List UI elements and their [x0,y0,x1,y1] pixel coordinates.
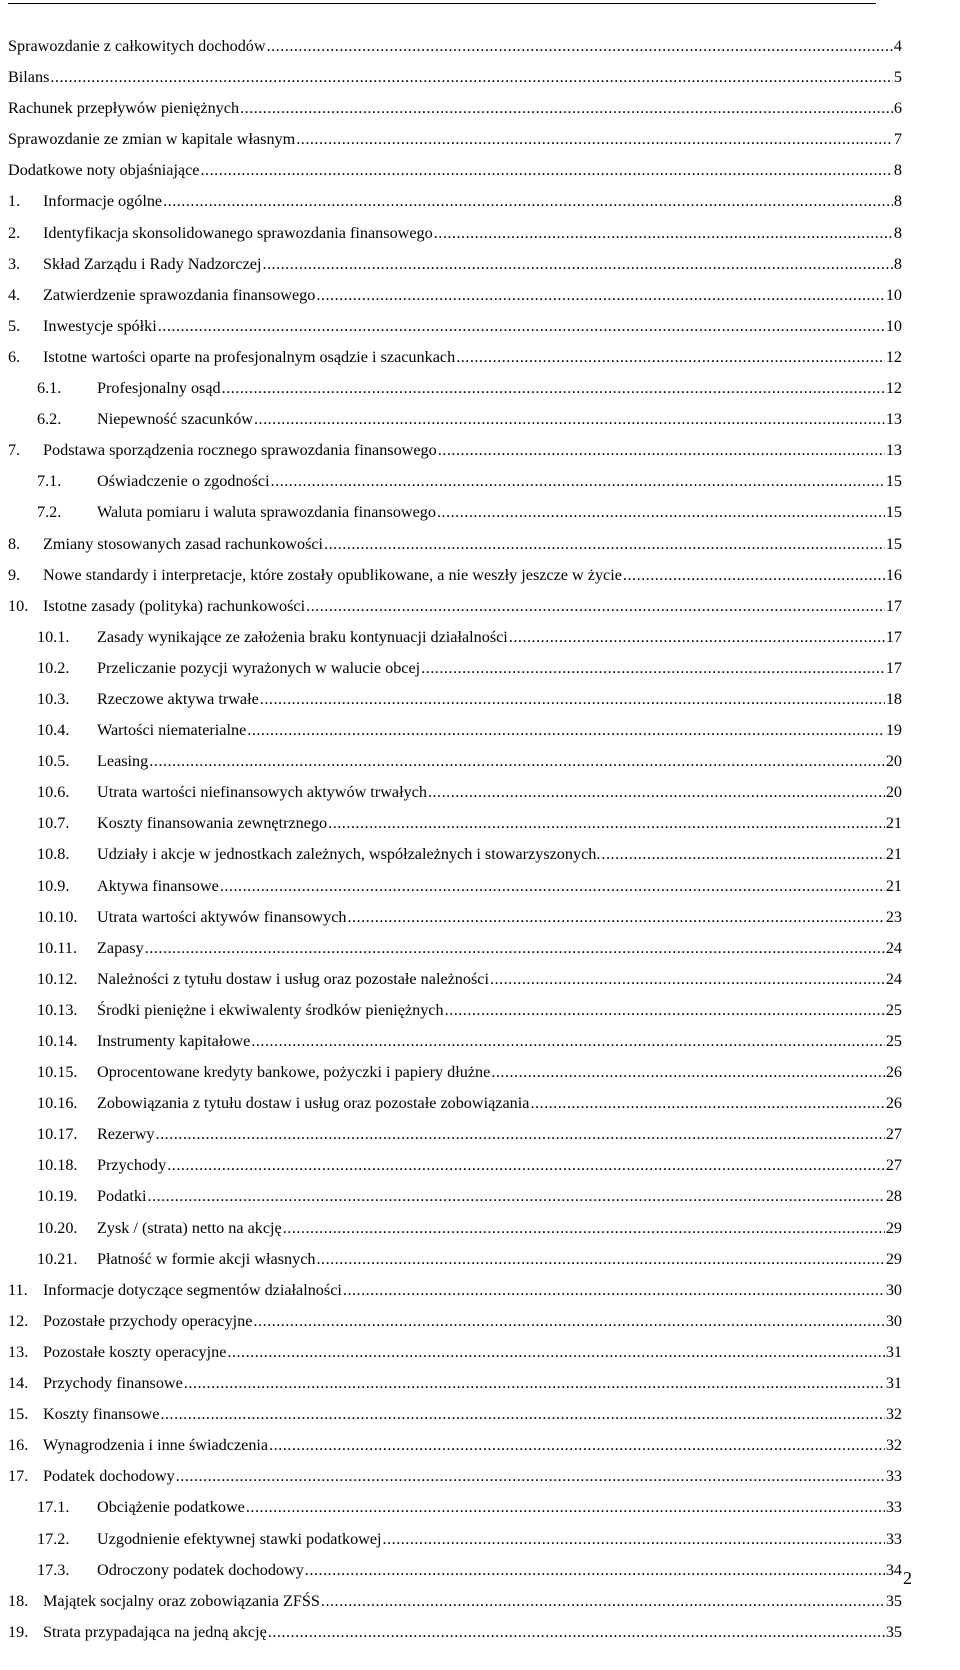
toc-dot-leader [260,684,885,715]
toc-entry-number: 10.17. [37,1125,78,1144]
toc-entry-number: 5. [8,316,21,335]
toc-entry-page: 32 [885,1405,902,1424]
toc-entry-page: 30 [885,1311,902,1330]
toc-dot-leader [253,1306,884,1337]
toc-entry-number: 18. [8,1591,29,1610]
toc-entry-title: Przychody [97,1156,167,1175]
toc-entry-title: Majątek socjalny oraz zobowiązania ZFŚS [43,1591,320,1610]
toc-dot-leader [306,591,885,622]
toc-entry[interactable] [8,124,902,155]
toc-entry-number: 17.2. [37,1529,70,1548]
toc-entry-number: 7. [8,441,21,460]
toc-entry[interactable] [8,1213,902,1244]
toc-entry[interactable] [8,1275,902,1306]
toc-entry-title: Profesjonalny osąd [97,379,221,398]
toc-entry-page: 20 [885,783,902,802]
toc-entry-page: 15 [885,534,902,553]
toc-entry[interactable] [8,1368,902,1399]
toc-entry-number: 10.9. [37,876,70,895]
toc-entry-number: 13. [8,1342,29,1361]
toc-entry-number: 1. [8,192,21,211]
toc-entry-page: 15 [885,503,902,522]
toc-entry-title: Rachunek przepływów pieniężnych [8,99,240,118]
toc-entry-title: Istotne wartości oparte na profesjonalnym osądzie i szacunkach [43,347,456,366]
toc-entry[interactable] [8,808,902,839]
toc-entry[interactable] [8,715,902,746]
toc-entry[interactable] [8,1337,902,1368]
toc-entry-number: 10.6. [37,783,70,802]
toc-entry-number: 6.2. [37,410,62,429]
toc-entry-title: Pozostałe koszty operacyjne [43,1342,227,1361]
toc-entry-page: 34 [885,1560,902,1579]
toc-entry-number: 10.12. [37,969,78,988]
toc-entry-title: Bilans [8,68,50,87]
toc-entry[interactable] [8,1088,902,1119]
toc-entry-title: Oprocentowane kredyty bankowe, pożyczki i papiery dłużne [97,1063,491,1082]
toc-entry-page: 20 [885,752,902,771]
toc-entry[interactable] [8,31,902,62]
toc-entry[interactable] [8,529,902,560]
toc-entry-number: 3. [8,254,21,273]
toc-entry-number: 6. [8,347,21,366]
toc-dot-leader [50,62,893,93]
toc-dot-leader [247,715,885,746]
toc-entry[interactable] [8,186,902,217]
toc-entry[interactable] [8,1430,902,1461]
toc-entry-page: 29 [885,1218,902,1237]
toc-entry-title: Zysk / (strata) netto na akcję [97,1218,282,1237]
toc-dot-leader [434,218,893,249]
toc-entry[interactable] [8,964,902,995]
toc-dot-leader [267,31,893,62]
toc-entry-title: Odroczony podatek dochodowy [97,1560,304,1579]
toc-dot-leader [201,155,893,186]
toc-entry-number: 10.10. [37,907,78,926]
toc-dot-leader [254,404,885,435]
toc-entry-page: 24 [885,938,902,957]
toc-entry-page: 21 [885,814,902,833]
toc-dot-leader [305,1555,885,1586]
toc-entry[interactable] [8,995,902,1026]
toc-entry-number: 19. [8,1622,29,1641]
toc-entry[interactable] [8,1119,902,1150]
toc-entry-title: Inwestycje spółki [43,316,157,335]
header-rule [8,3,876,4]
toc-entry-title: Skład Zarządu i Rady Nadzorczej [43,254,262,273]
toc-dot-leader [176,1461,885,1492]
toc-entry-title: Instrumenty kapitałowe [97,1032,251,1050]
toc-entry-title: Zapasy [97,938,144,957]
toc-entry-page: 7 [893,130,902,149]
toc-entry-title: Środki pieniężne i ekwiwalenty środków pieniężnych [97,1000,444,1019]
toc-entry[interactable] [8,373,902,404]
toc-entry[interactable] [8,1617,902,1648]
page-number: 2 [903,1568,912,1588]
toc-dot-leader [343,1275,885,1306]
toc-entry-number: 10.1. [37,627,70,646]
toc-entry-title: Istotne zasady (polityka) rachunkowości [43,596,306,615]
toc-entry-page: 35 [885,1591,902,1610]
toc-entry-page: 31 [885,1374,902,1393]
toc-entry-page: 8 [893,223,902,242]
toc-dot-leader [262,249,892,280]
toc-dot-leader [268,1617,885,1648]
toc-entry-number: 10.20. [37,1218,78,1237]
toc-entry-page: 35 [885,1622,902,1641]
toc-entry-title: Rzeczowe aktywa trwałe [97,689,259,708]
toc-entry-title: Dodatkowe noty objaśniające [8,161,200,180]
toc-dot-leader [149,746,885,777]
toc-entry-page: 12 [885,347,902,366]
toc-entry-number: 10.19. [37,1187,78,1206]
toc-entry-page: 8 [893,192,902,211]
toc-dot-leader [328,808,885,839]
toc-entry[interactable] [8,591,902,622]
toc-entry[interactable] [8,933,902,964]
toc-dot-leader [147,1181,884,1212]
toc-dot-leader [296,124,893,155]
toc-entry[interactable] [8,218,902,249]
toc-entry-title: Uzgodnienie efektywnej stawki podatkowej [97,1529,382,1548]
toc-entry[interactable] [8,653,902,684]
toc-entry[interactable] [8,62,902,93]
toc-dot-leader [269,1430,885,1461]
toc-entry-number: 10.3. [37,689,70,708]
toc-entry[interactable] [8,622,902,653]
toc-entry[interactable] [8,1306,902,1337]
toc-entry-number: 12. [8,1311,29,1330]
toc-entry[interactable] [8,684,902,715]
toc-dot-leader [246,1492,885,1523]
toc-entry-page: 19 [885,721,902,740]
toc-entry[interactable] [8,1181,902,1212]
toc-entry[interactable] [8,1244,902,1275]
toc-entry[interactable] [8,280,902,311]
toc-entry-number: 17.3. [37,1560,70,1579]
toc-entry-title: Przeliczanie pozycji wyrażonych w walucie obcej [97,658,421,677]
toc-entry-number: 10.13. [37,1000,78,1019]
toc-entry-title: Informacje ogólne [43,192,163,211]
toc-entry-title: Pozostałe przychody operacyjne [43,1311,253,1330]
toc-entry[interactable] [8,342,902,373]
toc-entry-title: Obciążenie podatkowe [97,1498,245,1517]
table-of-contents [8,31,902,1648]
toc-entry-title: Wartości niematerialne [97,721,247,740]
toc-entry-title: Zatwierdzenie sprawozdania finansowego [43,285,316,304]
toc-entry-number: 8. [8,534,21,553]
toc-dot-leader [321,1586,885,1617]
toc-entry[interactable] [8,1586,902,1617]
toc-dot-leader [158,311,885,342]
toc-dot-leader [163,186,893,217]
toc-entry-number: 10.8. [37,845,70,864]
toc-dot-leader [316,1244,884,1275]
toc-entry-title: Wynagrodzenia i inne świadczenia [43,1436,269,1455]
toc-entry[interactable] [8,435,902,466]
toc-entry-page: 8 [893,254,902,273]
toc-entry-title: Sprawozdanie ze zmian w kapitale własnym [8,130,296,149]
toc-entry[interactable] [8,777,902,808]
toc-entry[interactable] [8,1555,902,1586]
toc-entry-page: 26 [885,1094,902,1113]
toc-entry-title: Nowe standardy i interpretacje, które zostały opublikowane, a nie weszły jeszcze w życie [43,565,622,584]
toc-entry-title: Przychody finansowe [43,1374,183,1393]
toc-dot-leader [316,280,884,311]
toc-entry-number: 6.1. [37,379,62,398]
toc-dot-leader [490,964,885,995]
toc-entry[interactable] [8,1150,902,1181]
toc-entry-title: Rezerwy [97,1125,155,1144]
toc-entry[interactable] [8,871,902,902]
toc-entry-title: Identyfikacja skonsolidowanego sprawozdania finansowego [43,223,433,242]
toc-dot-leader [623,560,885,591]
toc-entry[interactable] [8,902,902,933]
toc-entry-page: 5 [893,68,902,87]
toc-dot-leader [456,342,885,373]
toc-dot-leader [220,871,885,902]
toc-entry[interactable] [8,839,902,870]
toc-entry-title: Strata przypadająca na jedną akcję [43,1622,267,1641]
toc-entry-title: Należności z tytułu dostaw i usług oraz pozostałe należności [97,969,489,988]
toc-entry-number: 14. [8,1374,29,1393]
toc-entry-page: 18 [885,689,902,708]
toc-entry-page: 25 [885,1000,902,1019]
toc-entry-page: 17 [885,596,902,615]
toc-entry-page: 13 [885,441,902,460]
toc-entry-page: 21 [885,876,902,895]
toc-dot-leader [530,1088,884,1119]
toc-entry-number: 10.18. [37,1156,78,1175]
toc-entry-title: Niepewność szacunków [97,410,253,429]
toc-entry-title: Płatność w formie akcji własnych [97,1249,316,1268]
toc-entry-title: Koszty finansowania zewnętrznego [97,814,328,833]
toc-entry-number: 17.1. [37,1498,70,1517]
toc-entry-number: 9. [8,565,21,584]
toc-entry-page: 21 [885,845,902,864]
toc-dot-leader [184,1368,885,1399]
toc-dot-leader [156,1119,885,1150]
toc-entry-title: Oświadczenie o zgodności [97,472,270,491]
toc-entry[interactable] [8,746,902,777]
toc-entry-page: 24 [885,969,902,988]
toc-entry-page: 4 [893,37,902,55]
toc-dot-leader [383,1524,885,1555]
toc-entry-title: Zobowiązania z tytułu dostaw i usług oraz pozostałe zobowiązania [97,1094,530,1113]
toc-entry-number: 10.7. [37,814,70,833]
toc-entry-number: 7.2. [37,503,62,522]
toc-entry[interactable] [8,1057,902,1088]
toc-entry-page: 6 [893,99,902,118]
toc-dot-leader [347,902,884,933]
toc-dot-leader [145,933,885,964]
toc-entry-page: 30 [885,1280,902,1299]
toc-entry-number: 10.2. [37,658,70,677]
toc-entry-page: 28 [885,1187,902,1206]
toc-entry[interactable] [8,1492,902,1523]
toc-entry[interactable] [8,1026,902,1057]
toc-entry-page: 10 [885,316,902,335]
toc-entry-number: 4. [8,285,21,304]
toc-entry-title: Sprawozdanie z całkowitych dochodów [8,37,266,55]
toc-entry-page: 17 [885,627,902,646]
toc-entry[interactable] [8,1461,902,1492]
toc-entry-page: 16 [885,565,902,584]
toc-entry-page: 25 [885,1032,902,1050]
toc-dot-leader [167,1150,885,1181]
toc-entry-page: 8 [893,161,902,180]
toc-dot-leader [421,653,885,684]
toc-entry-page: 31 [885,1342,902,1361]
toc-dot-leader [227,1337,884,1368]
toc-entry-page: 32 [885,1436,902,1455]
toc-entry-title: Aktywa finansowe [97,876,219,895]
toc-entry-number: 10.16. [37,1094,78,1113]
toc-entry-title: Koszty finansowe [43,1405,160,1424]
toc-entry[interactable] [8,155,902,186]
toc-entry-title: Podstawa sporządzenia rocznego sprawozdania finansowego [43,441,437,460]
toc-entry[interactable] [8,249,902,280]
toc-entry-number: 10.5. [37,752,70,771]
toc-dot-leader [283,1213,885,1244]
toc-entry-page: 29 [885,1249,902,1268]
toc-entry-number: 10.11. [37,938,77,957]
toc-entry-page: 23 [885,907,902,926]
toc-entry-number: 10.4. [37,721,70,740]
toc-dot-leader [324,529,885,560]
toc-dot-leader [491,1057,885,1088]
toc-dot-leader [428,777,885,808]
toc-entry-page: 33 [885,1467,902,1486]
toc-entry[interactable] [8,93,902,124]
toc-dot-leader [240,93,893,124]
toc-entry[interactable] [8,560,902,591]
toc-entry-page: 15 [885,472,902,491]
toc-dot-leader [445,995,885,1026]
toc-entry-title: Podatek dochodowy [43,1467,175,1486]
toc-entry-title: Utrata wartości niefinansowych aktywów trwałych [97,783,427,802]
toc-entry-page: 27 [885,1125,902,1144]
toc-dot-leader [160,1399,884,1430]
toc-entry[interactable] [8,466,902,497]
toc-entry-number: 11. [8,1280,28,1299]
toc-entry-title: Udziały i akcje w jednostkach zależnych, współzależnych i stowarzyszonych. [97,845,601,864]
toc-dot-leader [509,622,885,653]
toc-entry[interactable] [8,311,902,342]
toc-entry-number: 10. [8,596,29,615]
toc-entry-page: 27 [885,1156,902,1175]
toc-dot-leader [601,839,884,870]
toc-entry-title: Informacje dotyczące segmentów działalności [43,1280,342,1299]
toc-entry-title: Podatki [97,1187,147,1206]
toc-entry-title: Waluta pomiaru i waluta sprawozdania finansowego [97,503,436,522]
toc-dot-leader [271,466,885,497]
toc-entry-number: 7.1. [37,472,62,491]
toc-entry-page: 33 [885,1498,902,1517]
toc-dot-leader [437,497,885,528]
toc-dot-leader [251,1026,885,1057]
toc-entry-number: 10.14. [37,1032,78,1050]
toc-entry-page: 13 [885,410,902,429]
toc-entry-title: Zmiany stosowanych zasad rachunkowości [43,534,324,553]
toc-entry-page: 12 [885,379,902,398]
toc-entry-page: 26 [885,1063,902,1082]
toc-entry-number: 17. [8,1467,29,1486]
toc-entry[interactable] [8,1399,902,1430]
toc-dot-leader [222,373,885,404]
toc-entry-page: 33 [885,1529,902,1548]
toc-entry-number: 10.21. [37,1249,78,1268]
toc-entry-title: Utrata wartości aktywów finansowych [97,907,347,926]
toc-entry-number: 15. [8,1405,29,1424]
toc-entry-page: 10 [885,285,902,304]
toc-entry-number: 2. [8,223,21,242]
toc-entry-title: Leasing [97,752,149,771]
toc-entry-number: 16. [8,1436,29,1455]
toc-entry-page: 17 [885,658,902,677]
toc-dot-leader [438,435,885,466]
toc-entry[interactable] [8,404,902,435]
toc-entry-number: 10.15. [37,1063,78,1082]
toc-entry-title: Zasady wynikające ze założenia braku kontynuacji działalności [97,627,508,646]
toc-entry[interactable] [8,497,902,528]
toc-entry[interactable] [8,1524,902,1555]
